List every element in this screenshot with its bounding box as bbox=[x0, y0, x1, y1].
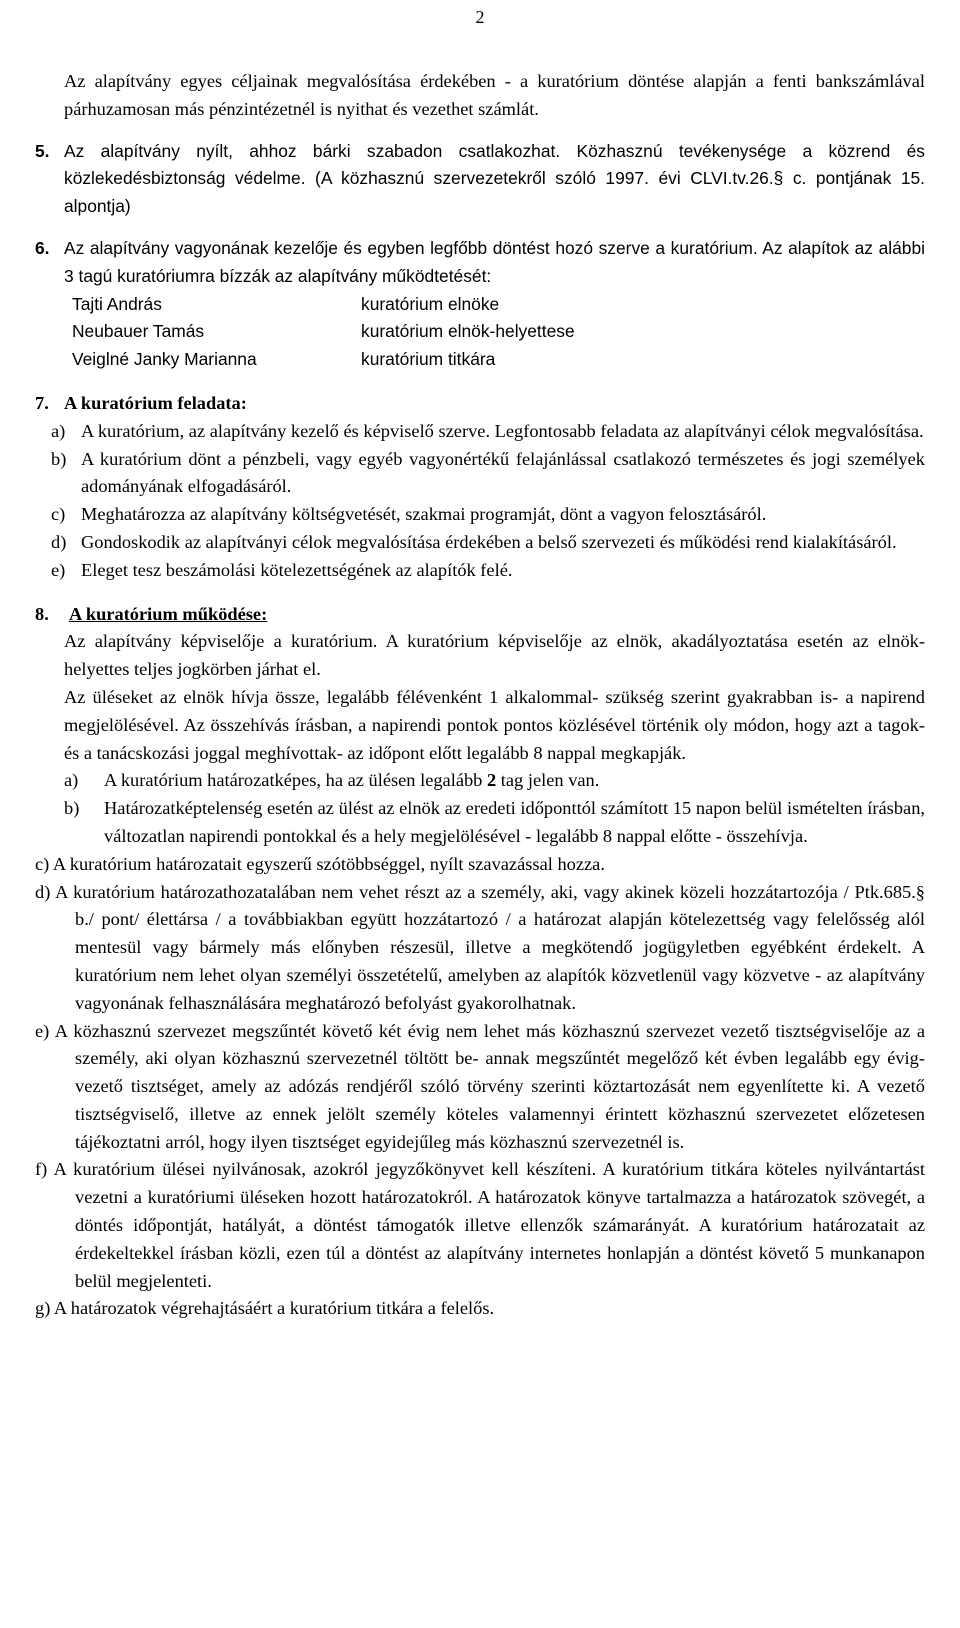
list-item: b) A kuratórium dönt a pénzbeli, vagy egyéb vagyonértékű felajánlással csatlakozó természetes és jogi személyek adományának elfogadásáról. bbox=[51, 448, 925, 497]
list-item: a) A kuratórium határozatképes, ha az ülésen legalább 2 tag jelen van. bbox=[64, 770, 600, 791]
section-8-paragraph: Az üléseket az elnök hívja össze, legalább félévenként 1 alkalommal- szükség szerint gyakrabban is- a napirend megjelölésével. Az összehívás írásban, a napirendi pontok pontos közlésével történik oly módon, hogy azt a tagok- és a tanácskozási joggal meghívottak- az időpont előtt legalább 8 nappal megkapják. bbox=[64, 686, 925, 763]
section-5-text: Az alapítvány nyílt, ahhoz bárki szabadon csatlakozhat. Közhasznú tevékenysége a közrend és közlekedésbiztonság védelme. (A közhasznú szervezetekről szóló 1997. évi CLVI.tv.26.§ c. pontjának 15. alpontja) bbox=[64, 140, 925, 217]
member-name: Tajti András bbox=[72, 293, 162, 314]
section-8-heading bbox=[35, 601, 925, 629]
board-member-row bbox=[64, 346, 925, 374]
section-6 bbox=[35, 235, 925, 291]
section-8-list bbox=[35, 851, 925, 1324]
list-item: b) Határozatképtelenség esetén az ülést az elnök az eredeti időponttól számított 15 napon belül ismételten írásban, változatlan napirendi pontokkal és a hely megjelölésével - legalább 8 nappal előtte - összehívja. bbox=[64, 798, 925, 846]
list-item: a) A kuratórium, az alapítvány kezelő és képviselő szerve. Legfontosabb feladata az alapítványi célok megvalósítása. bbox=[51, 420, 924, 441]
section-5 bbox=[35, 138, 925, 221]
section-8-title: A kuratórium működése: bbox=[69, 603, 268, 624]
section-6-number: 6. bbox=[35, 237, 50, 258]
member-name: Neubauer Tamás bbox=[72, 321, 205, 342]
board-member-row bbox=[64, 318, 925, 346]
list-item: c) Meghatározza az alapítvány költségvetését, szakmai programját, dönt a vagyon felosztásáról. bbox=[51, 504, 767, 525]
member-name: Veiglné Janky Marianna bbox=[72, 349, 257, 370]
section-6-text: Az alapítvány vagyonának kezelője és egyben legfőbb döntést hozó szerve a kuratórium. Az alapítok az alábbi 3 tagú kuratóriumra bízzák az alapítvány működtetését: bbox=[64, 237, 925, 286]
section-5-number: 5. bbox=[35, 140, 50, 161]
list-item: g) A határozatok végrehajtásáért a kuratórium titkára a felelős. bbox=[35, 1298, 495, 1319]
page-number: 2 bbox=[475, 7, 485, 27]
section-8-paragraph: Az alapítvány képviselője a kuratórium. A kuratórium képviselője az elnök, akadályoztatása esetén az elnök-helyettes teljes jogkörben járhat el. bbox=[64, 631, 925, 680]
member-role: kuratórium titkára bbox=[361, 349, 496, 370]
section-8-body bbox=[35, 628, 925, 850]
list-item: d) A kuratórium határozathozatalában nem vehet részt az a személy, aki, vagy akinek közeli hozzátartozója / Ptk.685.§ b./ pont/ élettársa / a továbbiakban együtt hozzátartozó / a határozat alapján kötelezettség vagy felelősség alól mentesül vagy bármely más előnyben részesül, illetve a megkötendő jogügyletben egyébként érdekelt. A kuratórium nem lehet olyan személyi összetételű, amelyben az alapítók közvetlenül vagy közvetve - az alapítvány vagyonának felhasználására meghatározó befolyást gyakorolhatnak. bbox=[35, 881, 925, 1013]
section-7-number: 7. bbox=[35, 392, 49, 413]
board-member-row bbox=[64, 291, 925, 319]
document-body bbox=[35, 68, 925, 1323]
list-item: c) A kuratórium határozatait egyszerű szótöbbséggel, nyílt szavazással hozza. bbox=[35, 853, 605, 874]
list-item: d) Gondoskodik az alapítványi célok megvalósítása érdekében a belső szervezeti és működési rend kialakításáról. bbox=[51, 531, 897, 552]
section-7-title: A kuratórium feladata: bbox=[64, 392, 247, 413]
member-role: kuratórium elnök-helyettese bbox=[361, 321, 575, 342]
section-7-heading bbox=[35, 390, 925, 418]
list-item: e) Eleget tesz beszámolási kötelezettségének az alapítók felé. bbox=[51, 559, 513, 580]
list-item: f) A kuratórium ülései nyilvánosak, azokról jegyzőkönyvet kell készíteni. A kuratórium titkára köteles nyilvántartást vezetni a kuratóriumi üléseken hozott határozatokról. A határozatok könyve tartalmazza a határozatok szövegét, a döntés időpontját, hatályát, a döntést támogatók illetve ellenzők számarányát. A kuratórium határozatait az érdekeltekkel írásban közli, ezen túl a döntést az alapítvány internetes honlapján a döntést követő 5 munkanapon belül megjelenteti. bbox=[35, 1159, 925, 1291]
list-item: e) A közhasznú szervezet megszűntét követő két évig nem lehet más közhasznú szervezet vezető tisztségviselője az a személy, aki olyan közhasznú szervezetnél töltött be- annak megszűntét megelőző két évben legalább egy évig- vezető tisztséget, amely az adózás rendjéről szóló törvény szerinti köztartozását nem egyenlítette ki. A vezető tisztségviselő, illetve az ennek jelölt személy köteles valamennyi érintett közhasznú szervezetet előzetesen tájékoztatni arról, hogy ilyen tisztséget egyidejűleg más közhasznú szervezetnél is. bbox=[35, 1020, 925, 1152]
member-role: kuratórium elnöke bbox=[361, 293, 500, 314]
section-8-number: 8. bbox=[35, 603, 49, 624]
board-members bbox=[35, 291, 925, 374]
intro-paragraph: Az alapítvány egyes céljainak megvalósítása érdekében - a kuratórium döntése alapján a fenti bankszámlával párhuzamosan más pénzintézetnél is nyithat és vezethet számlát. bbox=[64, 71, 925, 119]
section-7-list bbox=[35, 418, 925, 585]
